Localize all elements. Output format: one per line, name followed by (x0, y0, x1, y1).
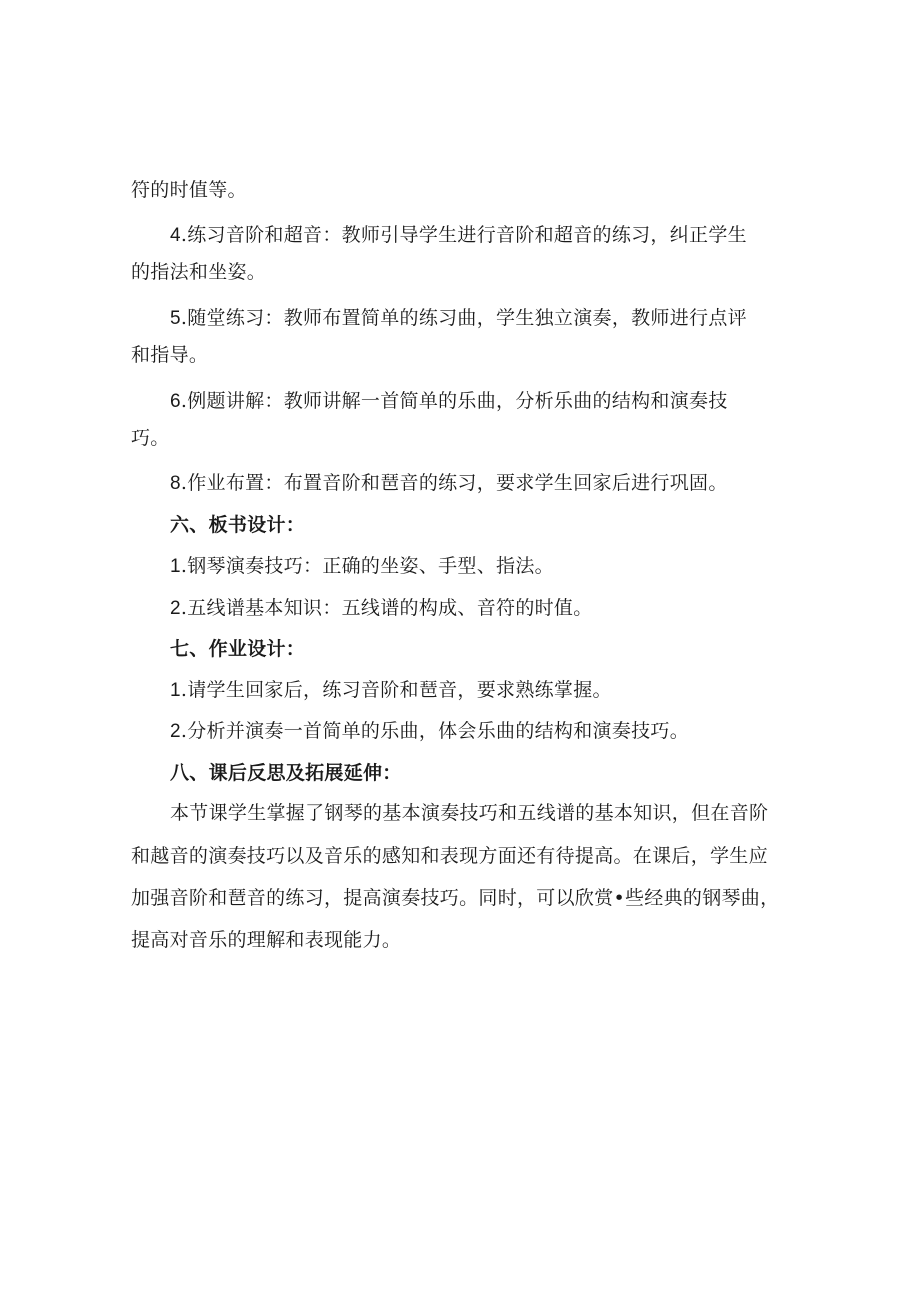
step-5-line-1 (170, 306, 747, 331)
step-text: .作业布置：布置音阶和琶音的练习，要求学生回家后进行巩固。 (180, 472, 728, 494)
step-8-line-1 (170, 471, 728, 496)
step-number: 6 (170, 391, 181, 412)
section-6-heading: 六、板书设计： (170, 514, 306, 536)
section-7-item-2 (170, 719, 689, 744)
item-text: .钢琴演奏技巧：正确的坐姿、手型、指法。 (180, 555, 554, 577)
item-text: .分析并演奏一首简单的乐曲，体会乐曲的结构和演奏技巧。 (180, 720, 690, 742)
section-6-item-1 (170, 554, 554, 579)
section-8-paragraph-line-3: 加强音阶和琶音的练习，提高演奏技巧。同时，可以欣赏•些经典的钢琴曲， (131, 887, 780, 909)
step-number: 4 (170, 225, 181, 246)
step-4-line-1 (170, 223, 747, 248)
section-7-heading: 七、作业设计： (170, 638, 306, 660)
step-5-line-2: 和指导。 (131, 344, 209, 366)
section-8-paragraph-line-1: 本节课学生掌握了钢琴的基本演奏技巧和五线谱的基本知识，但在音阶 (170, 802, 769, 824)
section-7-item-1 (170, 678, 612, 703)
step-text: .练习音阶和超音：教师引导学生进行音阶和超音的练习，纠正学生 (180, 224, 747, 246)
item-number: 1 (170, 680, 181, 701)
step-4-line-2: 的指法和坐姿。 (131, 261, 267, 283)
item-number: 2 (170, 598, 181, 619)
step-6-line-1 (170, 389, 728, 414)
step-text: .随堂练习：教师布置简单的练习曲，学生独立演奏，教师进行点评 (180, 307, 747, 329)
section-8-paragraph-line-4: 提高对音乐的理解和表现能力。 (131, 929, 402, 951)
item-number: 2 (170, 721, 181, 742)
step-number: 5 (170, 308, 181, 329)
section-6-item-2 (170, 596, 593, 621)
continuation-line: 符的时值等。 (131, 179, 247, 201)
section-8-paragraph-line-2: 和越音的演奏技巧以及音乐的感知和表现方面还有待提高。在课后，学生应 (131, 845, 768, 867)
item-text: .五线谱基本知识：五线谱的构成、音符的时值。 (180, 597, 593, 619)
step-text: .例题讲解：教师讲解一首简单的乐曲，分析乐曲的结构和演奏技 (180, 390, 728, 412)
step-6-line-2: 巧。 (131, 427, 170, 449)
section-8-heading: 八、课后反思及拓展延伸： (170, 762, 402, 784)
step-number: 8 (170, 473, 181, 494)
item-text: .请学生回家后，练习音阶和琶音，要求熟练掌握。 (180, 679, 612, 701)
item-number: 1 (170, 556, 181, 577)
